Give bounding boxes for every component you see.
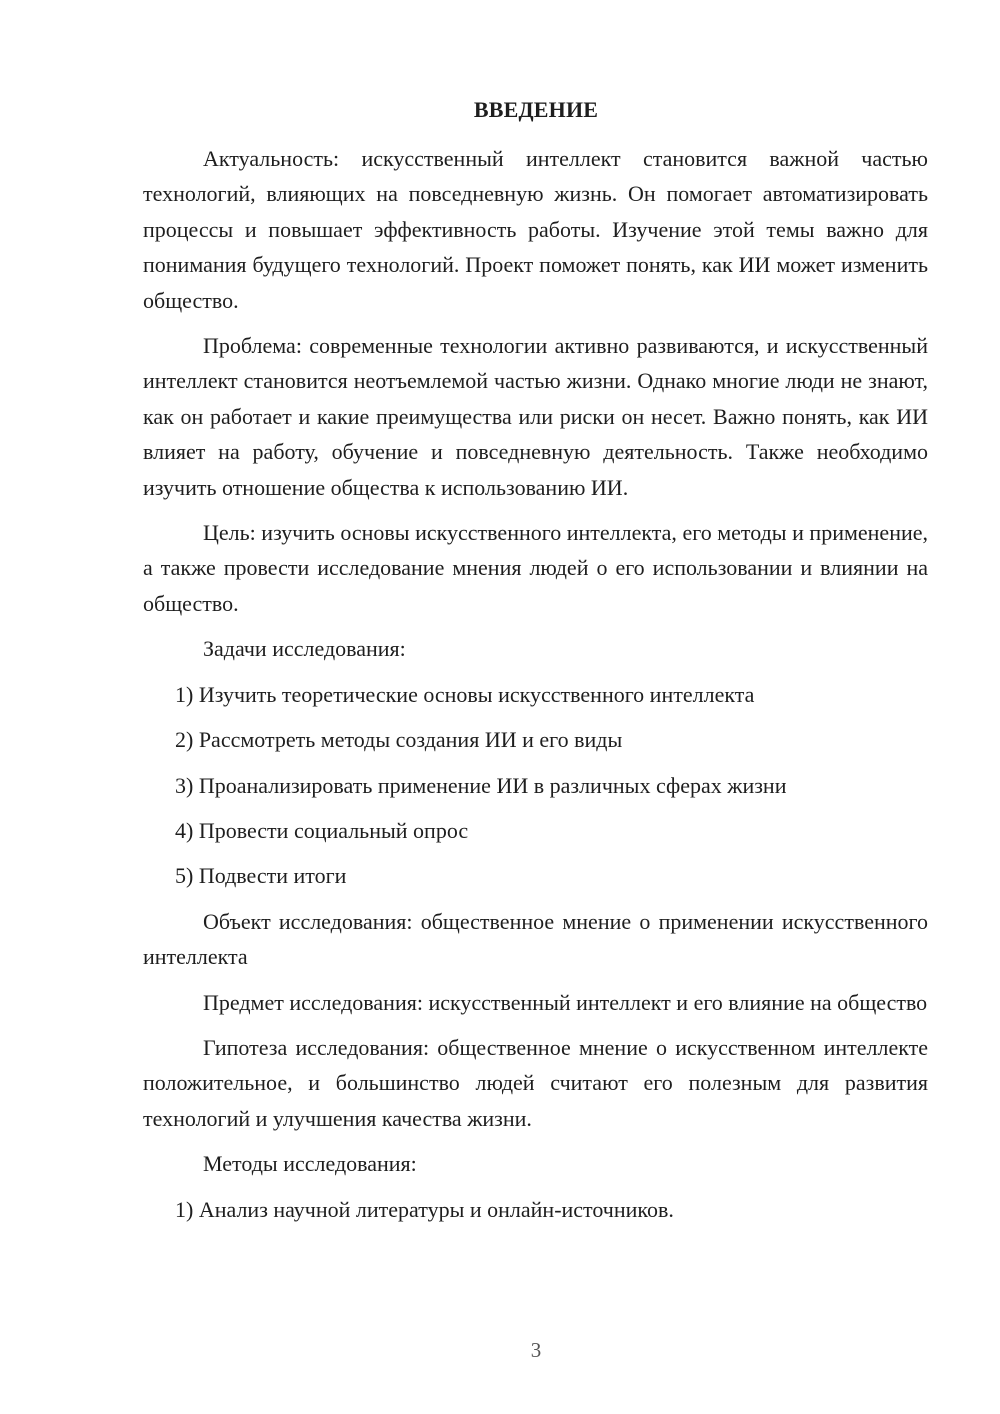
list-item: 2) Рассмотреть методы создания ИИ и его виды <box>175 727 623 753</box>
list-item: 5) Подвести итоги <box>175 863 347 889</box>
page-number: 3 <box>530 1338 542 1362</box>
list-item: 1) Анализ научной литературы и онлайн-источников. <box>175 1196 674 1222</box>
paragraph-problem: Проблема: современные технологии активно развиваются, и искусственный интеллект становится неотъемлемой частью жизни. Однако многие люди не знают, как он работает и какие преимущества или риски он несет. Важно понять, как ИИ влияет на работу, обучение и повседневную деятельность. Также необходимо изучить отношение общества к использованию ИИ. <box>143 333 928 500</box>
list-item: 1) Изучить теоретические основы искусственного интеллекта <box>175 681 755 707</box>
list-item: 4) Провести социальный опрос <box>175 817 469 843</box>
paragraph-object: Объект исследования: общественное мнение о применении искусственного интеллекта <box>143 908 928 970</box>
section-heading: ВВЕДЕНИЕ <box>473 97 599 122</box>
body-text <box>143 141 928 1237</box>
paragraph-relevance: Актуальность: искусственный интеллект становится важной частью технологий, влияющих на повседневную жизнь. Он помогает автоматизировать процессы и повышает эффективность работы. Изучение этой темы важно для понимания будущего технологий. Проект поможет понять, как ИИ может изменить общество. <box>143 146 928 313</box>
paragraph-goal: Цель: изучить основы искусственного интеллекта, его методы и применение, а также провести исследование мнения людей о его использовании и влиянии на общество. <box>143 520 928 616</box>
paragraph-subject: Предмет исследования: искусственный интеллект и его влияние на общество <box>203 989 928 1015</box>
methods-list <box>143 1192 928 1227</box>
paragraph-hypothesis: Гипотеза исследования: общественное мнение о искусственном интеллекте положительное, и большинство людей считают его полезным для развития технологий и улучшения качества жизни. <box>143 1034 928 1131</box>
tasks-label: Задачи исследования: <box>203 636 406 662</box>
list-item: 3) Проанализировать применение ИИ в различных сферах жизни <box>175 772 787 798</box>
methods-label: Методы исследования: <box>203 1151 417 1177</box>
tasks-list <box>143 677 928 894</box>
